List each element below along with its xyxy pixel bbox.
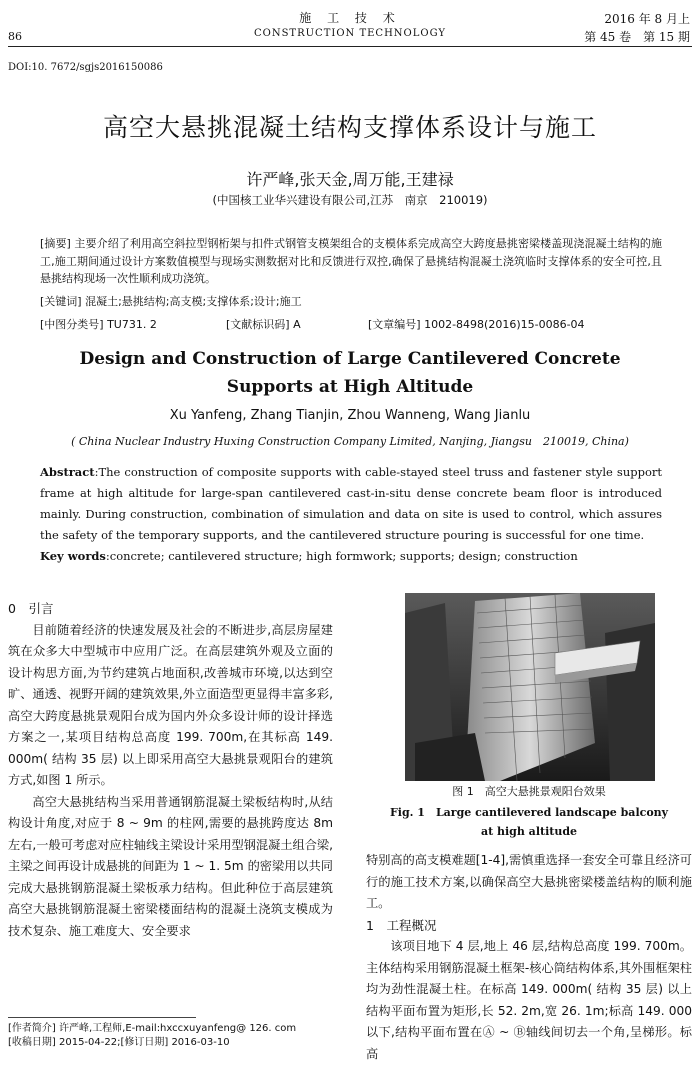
figure-1-caption-en-line1: Fig. 1 Large cantilevered landscape balcony — [389, 806, 669, 819]
abstract-en-label: Abstract — [40, 465, 95, 479]
keywords-cn: [关键词] 混凝土;悬挑结构;高支模;支撑体系;设计;施工 — [40, 295, 302, 308]
footnote-rule — [8, 1017, 196, 1018]
section-0-title: 0 引言 — [8, 601, 54, 616]
paragraph-intro-3: 特别高的高支模难题[1-4],需慎重选择一套安全可靠且经济可行的施工技术方案,以确保高空大悬挑密梁楼盖结构的顺利施工。 — [366, 853, 692, 910]
figure-1-caption-cn: 图 1 高空大悬挑景观阳台效果 — [452, 785, 606, 798]
keywords-en-label: Key words — [40, 549, 106, 563]
title-en-line2: Supports at High Altitude — [226, 377, 474, 397]
abstract-en — [40, 462, 662, 567]
journal-name-en: CONSTRUCTION TECHNOLOGY — [253, 28, 447, 39]
body-right-column — [366, 850, 692, 1065]
doi: DOI:10. 7672/sgjs2016150086 — [8, 62, 163, 73]
paragraph-overview-1: 该项目地下 4 层,地上 46 层,结构总高度 199. 700m。主体结构采用钢筋混凝土框架-核心筒结构体系,其外围框架柱均为劲性混凝土柱。在标高 149. 000m( 结构 35 层) 以上结构平面布置为矩形,长 52. 2m,宽 26. 1m;标高 149. 000 以下,结构平面布置在Ⓐ ~ Ⓑ轴线间切去一个角,呈梯形。标高 — [366, 939, 692, 1061]
abstract-cn: [摘要] 主要介绍了利用高空斜拉型钢桁架与扣件式钢管支模架组合的支模体系完成高空大跨度悬挑密梁楼盖现浇混凝土结构的施工,施工期间通过设计方案数值模型与现场实测数据对比和反馈进行双控,确保了悬挑结构混凝土浇筑临时支撑体系的安全可控,且悬挑结构现场一次性顺利成功浇筑。 — [40, 237, 662, 285]
journal-name-cn: 施 工 技 术 — [299, 11, 401, 25]
issue-info — [584, 10, 690, 46]
body-left-column — [8, 598, 333, 942]
volume-issue: 第 45 卷 第 15 期 — [584, 30, 690, 44]
figure-1-caption-en — [366, 803, 692, 841]
paragraph-intro-2: 高空大悬挑结构当采用普通钢筋混凝土梁板结构时,从结构设计角度,对应于 8 ~ 9m 的柱网,需要的悬挑跨度达 8m 左右,一般可考虑对应柱轴线主梁设计采用型钢混凝土组合梁,主梁之间再设计成悬挑的间距为 1 ~ 1. 5m 的密梁用以共同完成大悬挑钢筋混凝土梁板承力结构。但此种位于高层建筑高空大悬挑钢筋混凝土密梁楼面结构的混凝土浇筑支模成为技术复杂、施工难度大、安全要求 — [8, 794, 333, 938]
header-rule — [8, 46, 692, 47]
authors-cn: 许严峰,张天金,周万能,王建禄 — [246, 170, 454, 189]
page-number: 86 — [8, 30, 22, 43]
clc-number: [中图分类号] TU731. 2 — [40, 318, 157, 331]
issue-date: 2016 年 8 月上 — [604, 12, 690, 26]
keywords-en-text: :concrete; cantilevered structure; high formwork; supports; design; construction — [105, 549, 578, 563]
title-cn: 高空大悬挑混凝土结构支撑体系设计与施工 — [102, 113, 597, 142]
article-number: [文章编号] 1002-8498(2016)15-0086-04 — [368, 318, 585, 331]
paragraph-intro-1: 目前随着经济的快速发展及社会的不断进步,高层房屋建筑在众多大中型城市中应用广泛。在高层建筑外观及立面的设计构思方面,为节约建筑占地面积,改善城市环境,以达到空旷、通透、视野开阔的建筑效果,外立面造型更显得丰富多彩,高空大跨度悬挑景观阳台成为国内外众多设计师的设计择选方案之一,某项目结构总高度 199. 700m,在其标高 149. 000m( 结构 35 层) 以上即采用高空大悬挑景观阳台的建筑方式,如图 1 所示。 — [8, 622, 333, 787]
building-rendering — [405, 593, 655, 781]
abstract-en-text: :The construction of composite supports with cable-stayed steel truss and fastener style support frame at high altitude for large-span cantilevered cast-in-situ dense concrete beam floor is introduced mainly. During construction, combination of simulation and data on site is used to control, which assures the safety of the temporary supports, and the cantilevered structure pouring is successful for one time. — [40, 465, 662, 542]
title-en — [0, 345, 700, 401]
title-en-line1: Design and Construction of Large Cantilevered Concrete — [79, 349, 621, 369]
figure-1-image — [405, 593, 655, 781]
figure-1-caption-en-line2: at high altitude — [480, 825, 578, 838]
section-1-title: 1 工程概况 — [366, 917, 437, 933]
author-intro: [作者简介] 许严峰,工程师,E-mail:hxccxuyanfeng@ 126. com — [8, 1023, 297, 1034]
footnote — [8, 1022, 338, 1050]
authors-en: Xu Yanfeng, Zhang Tianjin, Zhou Wanneng, Wang Jianlu — [169, 408, 531, 423]
affiliation-en: ( China Nuclear Industry Huxing Construction Company Limited, Nanjing, Jiangsu 210019, China) — [71, 435, 629, 448]
received-dates: [收稿日期] 2015-04-22;[修订日期] 2016-03-10 — [8, 1037, 230, 1048]
doc-code: [文献标识码] A — [226, 318, 301, 331]
affiliation-cn: (中国核工业华兴建设有限公司,江苏 南京 210019) — [212, 193, 488, 207]
